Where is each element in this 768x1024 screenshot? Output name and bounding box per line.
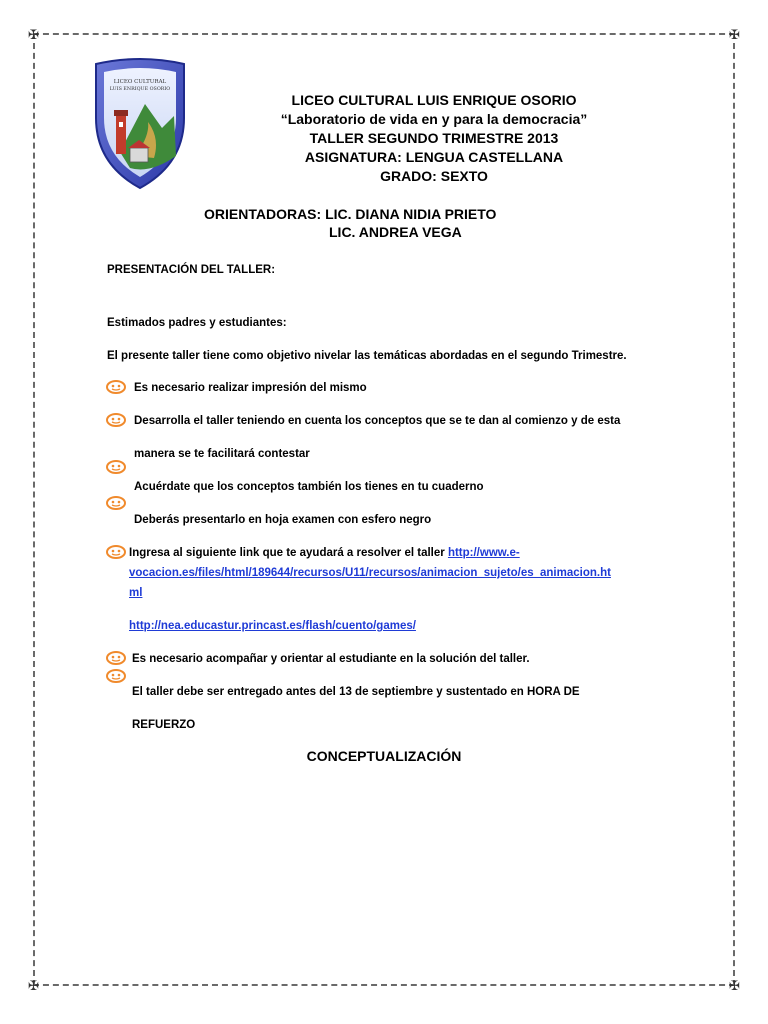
smiley-bullet-icon xyxy=(106,669,126,683)
presentation-heading: PRESENTACIÓN DEL TALLER: xyxy=(107,264,276,276)
crest-text-bottom: LUIS ENRIQUE OSORIO xyxy=(109,87,171,92)
school-motto: “Laboratorio de vida en y para la democracia” xyxy=(280,111,588,127)
instruction-item: Acuérdate que los conceptos también los tienes en tu cuaderno xyxy=(134,481,484,493)
instruction-item-continuation: manera se te facilitará contestar xyxy=(134,448,310,460)
instruction-item: El taller debe ser entregado antes del 13 de septiembre y sustentado en HORA DE xyxy=(132,686,580,698)
corner-ornament-icon: ✠ xyxy=(28,978,39,993)
smiley-bullet-icon xyxy=(106,496,126,510)
instruction-item xyxy=(129,546,520,560)
school-name: LICEO CULTURAL LUIS ENRIQUE OSORIO xyxy=(291,92,577,108)
orientadoras-line-1: ORIENTADORAS: LIC. DIANA NIDIA PRIETO xyxy=(204,206,497,222)
school-crest-logo xyxy=(90,56,190,191)
educastur-link[interactable]: http://nea.educastur.princast.es/flash/cuento/games/ xyxy=(129,620,416,632)
greeting-text: Estimados padres y estudiantes: xyxy=(107,317,287,329)
subject-title: ASIGNATURA: LENGUA CASTELLANA xyxy=(304,149,564,165)
smiley-bullet-icon xyxy=(106,651,126,665)
evocacion-link[interactable]: http://www.e- xyxy=(447,547,520,559)
smiley-bullet-icon xyxy=(106,413,126,427)
instruction-item: Es necesario acompañar y orientar al estudiante en la solución del taller. xyxy=(132,653,530,665)
smiley-bullet-icon xyxy=(106,460,126,474)
instruction-item: Desarrolla el taller teniendo en cuenta los conceptos que se te dan al comienzo y de esta xyxy=(134,415,621,427)
grade-title: GRADO: SEXTO xyxy=(380,168,488,184)
link-intro-text: Ingresa al siguiente link que te ayudará a resolver el taller xyxy=(129,547,448,559)
smiley-bullet-icon xyxy=(106,545,126,559)
instruction-item: Deberás presentarlo en hoja examen con esfero negro xyxy=(134,514,432,526)
orientadoras-line-2: LIC. ANDREA VEGA xyxy=(329,224,462,240)
instruction-item: Es necesario realizar impresión del mismo xyxy=(134,382,367,394)
evocacion-link[interactable]: ml xyxy=(129,587,143,599)
crest-text-top: LICEO CULTURAL xyxy=(113,79,167,85)
evocacion-link[interactable]: vocacion.es/files/html/189644/recursos/U11/recursos/animacion_sujeto/es_animacion.ht xyxy=(129,567,611,579)
section-title-conceptualizacion: CONCEPTUALIZACIÓN xyxy=(306,748,462,764)
workshop-title: TALLER SEGUNDO TRIMESTRE 2013 xyxy=(309,130,559,146)
corner-ornament-icon: ✠ xyxy=(729,978,740,993)
corner-ornament-icon: ✠ xyxy=(729,27,740,42)
smiley-bullet-icon xyxy=(106,380,126,394)
intro-text: El presente taller tiene como objetivo nivelar las temáticas abordadas en el segundo Trimestre. xyxy=(107,350,627,362)
corner-ornament-icon: ✠ xyxy=(28,27,39,42)
instruction-item-continuation: REFUERZO xyxy=(132,719,196,731)
